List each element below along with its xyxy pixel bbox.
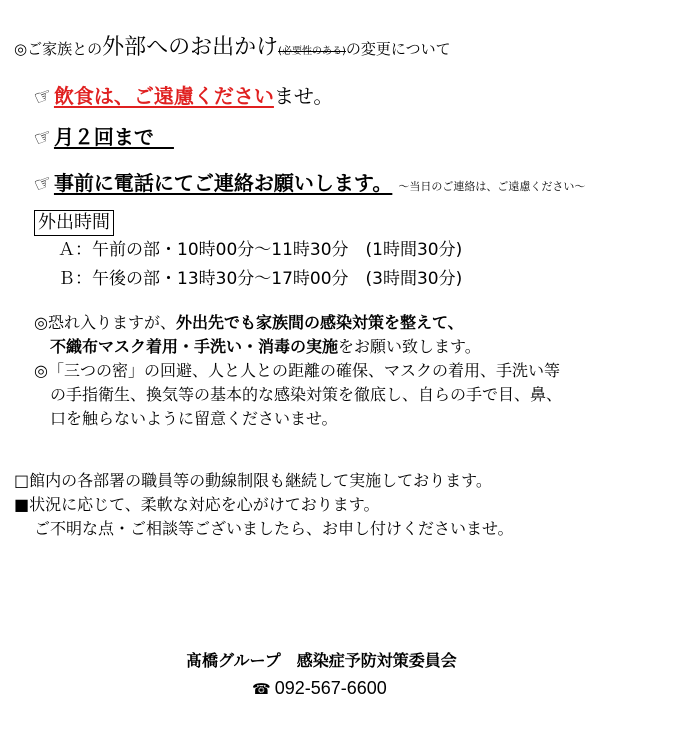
rule-call-ahead-note: ～当日のご連絡は、ご遠慮ください～	[398, 180, 586, 193]
title-tail: の変更について	[345, 40, 451, 58]
note-flexible-response: ■状況に応じて、柔軟な対応を心がけております。	[14, 495, 380, 514]
rule-no-dining-tail: ませ。	[273, 84, 334, 108]
note-staff-movement: □館内の各部署の職員等の動線制限も継続して実施しております。	[14, 471, 492, 490]
rule-call-ahead-text: 事前に電話にてご連絡お願いします。	[53, 171, 393, 195]
note-three-cs-1: ◎「三つの密」の回避、人と人との距離の確保、マスクの着用、手洗い等	[34, 361, 560, 380]
organization-name: 髙橋グループ 感染症予防対策委員会	[186, 651, 457, 670]
phone-number: 092-567-6600	[274, 678, 387, 698]
time-slot-afternoon: Ｂ：午後の部・13時30分～17時00分 (3時間30分)	[58, 269, 463, 289]
rule-twice-monthly-text: 月２回まで	[53, 125, 174, 149]
telephone-icon: ☎	[252, 681, 271, 698]
note-request: をお願い致します。	[338, 337, 481, 356]
note-three-cs-3: 口を触らないように留意くださいませ。	[50, 409, 338, 428]
phone-line	[252, 676, 387, 702]
time-slot-morning: Ａ：午前の部・10時00分～11時30分 (1時間30分)	[58, 240, 463, 260]
pointing-hand-icon: ☞	[30, 168, 56, 198]
rule-no-dining	[30, 81, 334, 111]
note-contact-us: ご不明な点・ご相談等ございましたら、お申し付けくださいませ。	[34, 519, 514, 538]
note-emphasis: 外出先でも家族間の感染対策を整えて、	[175, 313, 464, 332]
notice-title	[14, 36, 451, 64]
outing-time-label: 外出時間	[34, 210, 114, 236]
note-measures: 不織布マスク着用・手洗い・消毒の実施	[50, 337, 339, 356]
title-main: 外部へのお出かけ	[102, 35, 279, 60]
pointing-hand-icon: ☞	[30, 81, 56, 111]
rule-no-dining-text: 飲食は、ご遠慮ください	[53, 84, 274, 108]
note-infection-control-1	[34, 312, 464, 334]
pointing-hand-icon: ☞	[30, 122, 56, 152]
title-lead: ◎ご家族との	[14, 40, 103, 58]
title-struck-text: (必要性のある)	[278, 46, 346, 57]
rule-twice-monthly	[30, 122, 174, 152]
rule-call-ahead	[30, 168, 586, 200]
note-three-cs-2: の手指衛生、換気等の基本的な感染対策を徹底し、自らの手で目、鼻、	[50, 385, 563, 404]
note-lead: ◎恐れ入りますが、	[34, 313, 176, 332]
note-infection-control-2	[50, 336, 481, 358]
